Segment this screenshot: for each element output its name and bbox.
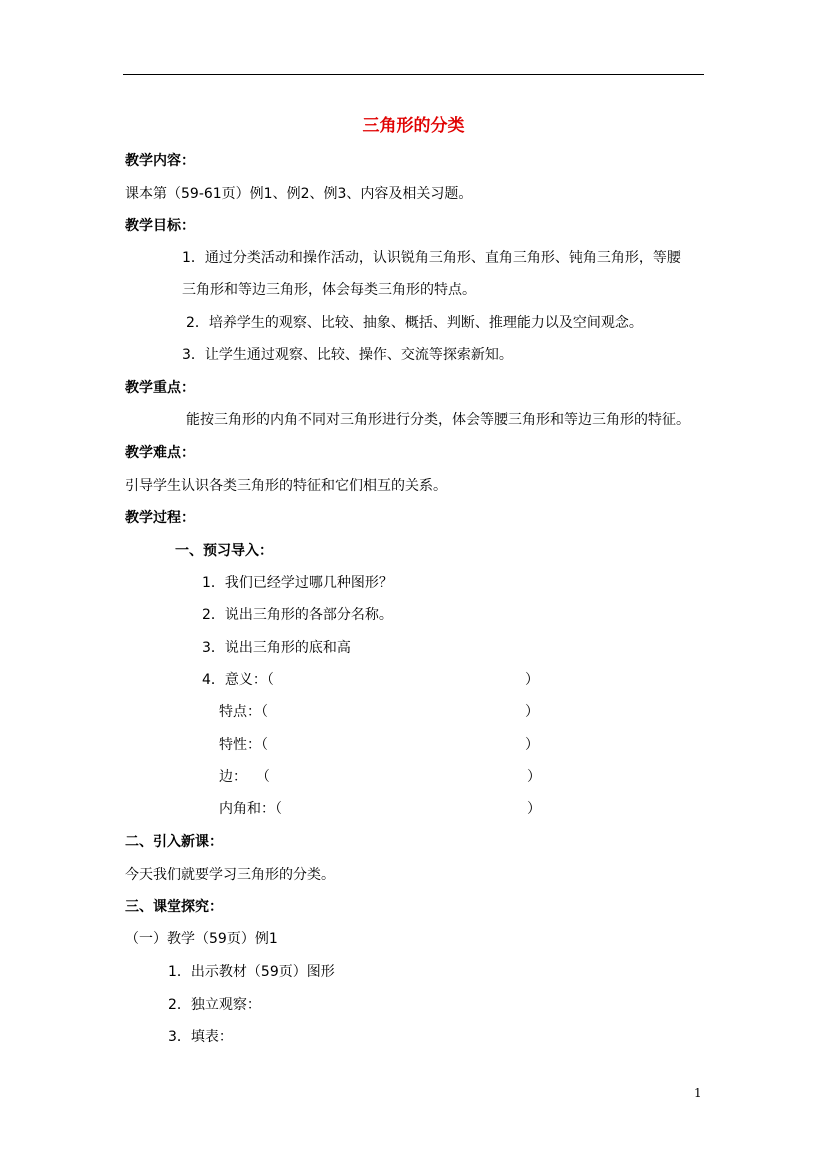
explore-item-2: 2．独立观察： bbox=[168, 997, 261, 1013]
fill-blank-label: 特点：（ bbox=[219, 704, 268, 720]
preview-item-3: 3．说出三角形的底和高 bbox=[202, 640, 351, 656]
goal-1-continued: 三角形和等边三角形，体会每类三角形的特点。 bbox=[182, 282, 476, 298]
preview-item-2: 2．说出三角形的各部分名称。 bbox=[202, 607, 393, 623]
document-title: 三角形的分类 bbox=[362, 116, 465, 136]
fill-blank-label: 4．意义：（ bbox=[202, 672, 274, 688]
difficulty-text: 引导学生认识各类三角形的特征和它们相互的关系。 bbox=[125, 478, 447, 494]
process-heading: 教学过程： bbox=[125, 510, 195, 526]
preview-heading: 一、预习导入： bbox=[175, 543, 273, 559]
new-lesson-heading: 二、引入新课： bbox=[125, 834, 223, 850]
header-rule bbox=[123, 74, 704, 75]
fill-blank-label: 边： （ bbox=[219, 769, 270, 785]
difficulty-heading: 教学难点： bbox=[125, 445, 195, 461]
explore-item-1: 1．出示教材（59页）图形 bbox=[168, 964, 335, 980]
new-lesson-text: 今天我们就要学习三角形的分类。 bbox=[125, 867, 335, 883]
key-text: 能按三角形的内角不同对三角形进行分类，体会等腰三角形和等边三角形的特征。 bbox=[186, 412, 690, 428]
explore-heading: 三、课堂探究： bbox=[125, 899, 223, 915]
explore-item-3: 3．填表： bbox=[168, 1029, 233, 1045]
goals-heading: 教学目标： bbox=[125, 218, 195, 234]
goal-2: 2．培养学生的观察、比较、抽象、概括、判断、推理能力以及空间观念。 bbox=[186, 315, 643, 331]
fill-blank-close: ） bbox=[527, 801, 541, 817]
content-text: 课本第（59-61页）例1、例2、例3、内容及相关习题。 bbox=[125, 186, 473, 202]
explore-subheading: （一）教学（59页）例1 bbox=[125, 931, 278, 947]
fill-blank-close: ） bbox=[525, 704, 539, 720]
page-number: 1 bbox=[694, 1086, 702, 1100]
fill-blank-close: ） bbox=[525, 737, 539, 753]
key-heading: 教学重点： bbox=[125, 380, 195, 396]
preview-item-1: 1．我们已经学过哪几种图形？ bbox=[202, 575, 393, 591]
goal-3: 3．让学生通过观察、比较、操作、交流等探索新知。 bbox=[182, 347, 513, 363]
fill-blank-close: ） bbox=[527, 769, 541, 785]
goal-1: 1．通过分类活动和操作活动，认识锐角三角形、直角三角形、钝角三角形，等腰 bbox=[182, 250, 681, 266]
fill-blank-label: 内角和：（ bbox=[219, 801, 282, 817]
content-heading: 教学内容： bbox=[125, 153, 195, 169]
fill-blank-label: 特性：（ bbox=[219, 737, 268, 753]
fill-blank-close: ） bbox=[525, 672, 539, 688]
